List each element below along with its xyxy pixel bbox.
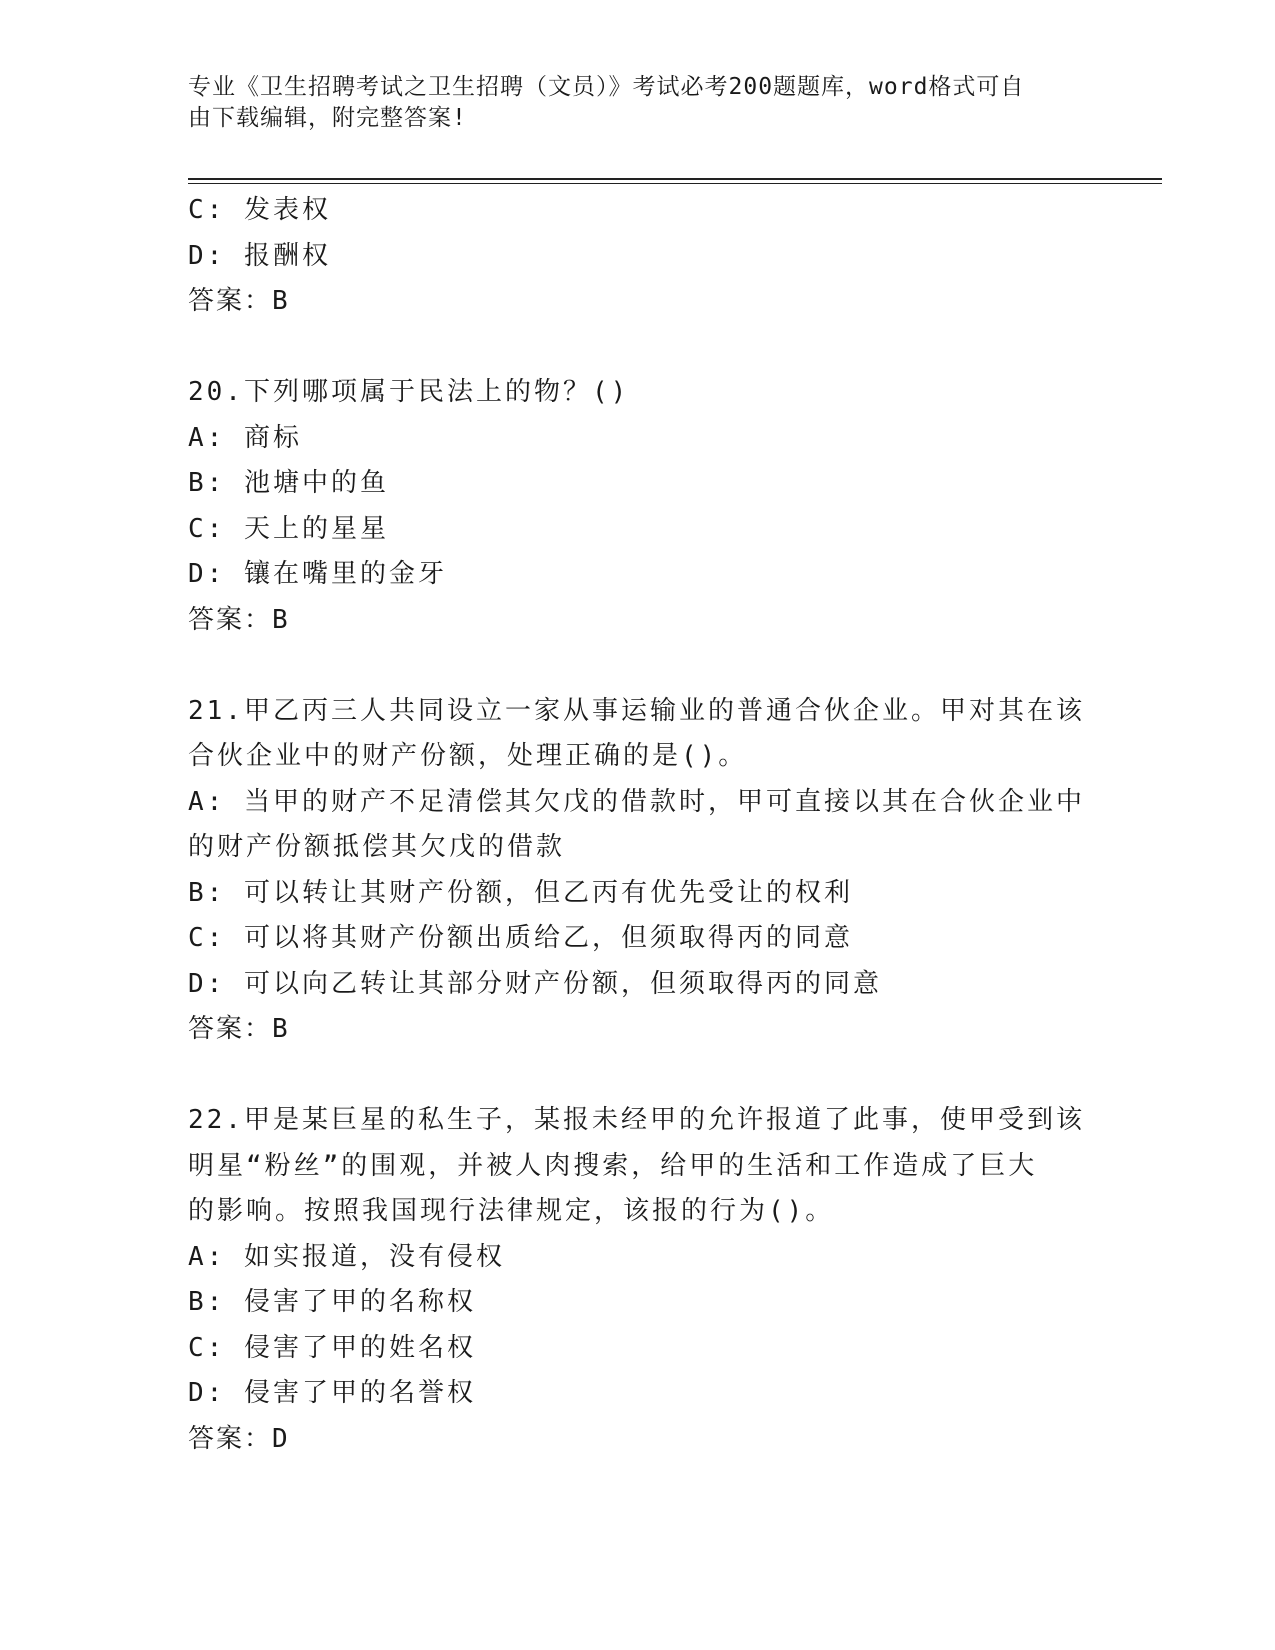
option-d: D: 侵害了甲的名誉权	[188, 1378, 476, 1408]
question-block-21	[188, 689, 1088, 1053]
option-d: D: 镶在嘴里的金牙	[188, 559, 447, 589]
question-block-22	[188, 1098, 1088, 1462]
question-block-20	[188, 370, 1088, 643]
option-b: B: 侵害了甲的名称权	[188, 1287, 476, 1317]
answer-label: 答案：B	[188, 286, 290, 316]
question-stem: 明星“粉丝”的围观，并被人肉搜索，给甲的生活和工作造成了巨大	[188, 1150, 1038, 1181]
header-divider-thick	[188, 178, 1162, 180]
question-stem: 21.甲乙丙三人共同设立一家从事运输业的普通合伙企业。甲对其在该	[188, 695, 1085, 726]
spacer	[188, 1053, 1088, 1099]
option-c: C: 发表权	[188, 195, 331, 225]
option-b: B: 可以转让其财产份额，但乙丙有优先受让的权利	[188, 877, 853, 908]
answer-label: 答案：D	[188, 1423, 290, 1454]
option-c: C: 天上的星星	[188, 513, 389, 544]
option-c: C: 侵害了甲的姓名权	[188, 1332, 476, 1363]
option-a: A: 当甲的财产不足清偿其欠戊的借款时，甲可直接以其在合伙企业中	[188, 786, 1085, 817]
page-header	[188, 72, 1068, 134]
question-stem: 的影响。按照我国现行法律规定，该报的行为()。	[188, 1196, 835, 1226]
header-divider-thin	[188, 183, 1162, 184]
question-list	[188, 188, 1088, 1462]
option-d: D: 报酬权	[188, 240, 331, 271]
answer-label: 答案：B	[188, 1014, 290, 1044]
spacer	[188, 325, 1088, 371]
header-line-2: 由下载编辑，附完整答案!	[188, 105, 467, 131]
question-stem: 22.甲是某巨星的私生子，某报未经甲的允许报道了此事，使甲受到该	[188, 1105, 1085, 1135]
option-a: A: 商标	[188, 422, 302, 453]
spacer	[188, 643, 1088, 689]
option-c: C: 可以将其财产份额出质给乙，但须取得丙的同意	[188, 923, 853, 953]
option-a: 的财产份额抵偿其欠戊的借款	[188, 832, 566, 862]
question-block-19	[188, 188, 1088, 325]
header-line-1: 专业《卫生招聘考试之卫生招聘（文员）》考试必考200题题库，word格式可自	[188, 74, 1025, 100]
answer-label: 答案：B	[188, 604, 290, 635]
question-stem: 合伙企业中的财产份额，处理正确的是()。	[188, 741, 748, 771]
option-d: D: 可以向乙转让其部分财产份额，但须取得丙的同意	[188, 968, 882, 999]
option-a: A: 如实报道，没有侵权	[188, 1241, 505, 1272]
question-stem: 20.下列哪项属于民法上的物？()	[188, 377, 630, 407]
option-b: B: 池塘中的鱼	[188, 468, 389, 498]
